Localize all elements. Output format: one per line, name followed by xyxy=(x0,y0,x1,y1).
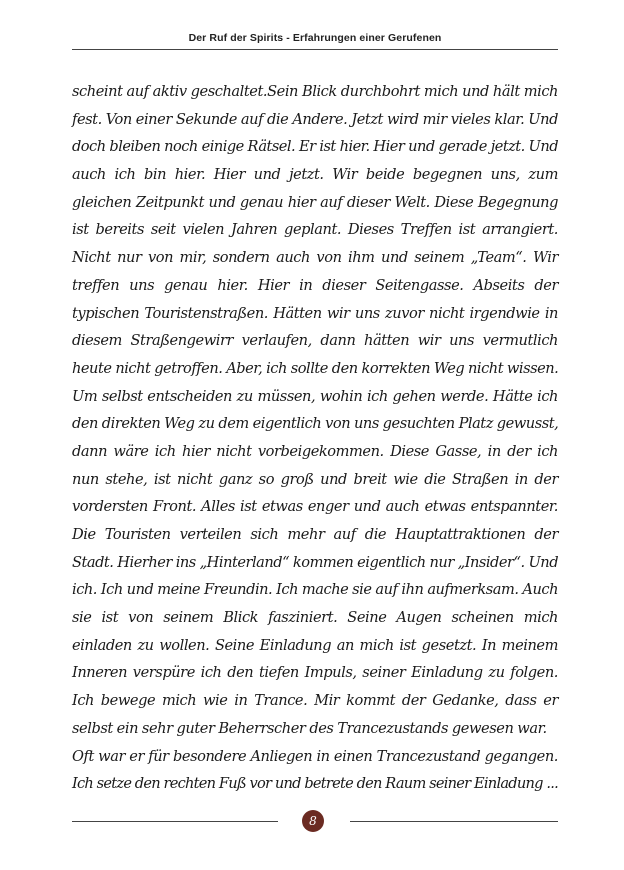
text-line: nun stehe, ist nicht ganz so groß und breit wie die Straßen in der xyxy=(72,470,558,488)
text-line: Oft war er für besondere Anliegen in einen Trancezustand gegangen. xyxy=(72,747,558,765)
running-header: Der Ruf der Spirits - Erfahrungen einer Gerufenen xyxy=(188,32,442,44)
text-line: Ich setze den rechten Fuß vor und betrete den Raum seiner Einladung ... xyxy=(72,775,558,793)
text-line: sie ist von seinem Blick fasziniert. Seine Augen scheinen mich xyxy=(72,609,558,627)
page-number-badge: 8 xyxy=(302,810,324,832)
footer-divider-left xyxy=(72,821,278,822)
text-line: Um selbst entscheiden zu müssen, wohin ich gehen werde. Hätte ich xyxy=(72,387,558,405)
text-line: einladen zu wollen. Seine Einladung an mich ist gesetzt. In meinem xyxy=(72,636,558,654)
body-text xyxy=(72,78,558,798)
footer-divider-right xyxy=(350,821,558,822)
text-line: diesem Straßengewirr verlaufen, dann hätten wir uns vermutlich xyxy=(72,332,558,350)
text-line: Die Touristen verteilen sich mehr auf die Hauptattraktionen der xyxy=(72,526,558,543)
text-line: ich. Ich und meine Freundin. Ich mache sie auf ihn aufmerksam. Auch xyxy=(72,581,558,599)
text-line: scheint auf aktiv geschaltet.Sein Blick durchbohrt mich und hält mich xyxy=(72,83,558,100)
header-divider xyxy=(72,49,558,50)
text-line: doch bleiben noch einige Rätsel. Er ist hier. Hier und gerade jetzt. Und xyxy=(72,138,558,156)
text-line: dann wäre ich hier nicht vorbeigekommen. Diese Gasse, in der ich xyxy=(72,442,558,460)
text-line: heute nicht getroffen. Aber, ich sollte den korrekten Weg nicht wissen. xyxy=(72,359,559,377)
text-line: selbst ein sehr guter Beherrscher des Trancezustands gewesen war. xyxy=(72,719,547,737)
text-line: treffen uns genau hier. Hier in dieser Seitengasse. Abseits der xyxy=(72,276,558,294)
text-line: den direkten Weg zu dem eigentlich von uns gesuchten Platz gewusst, xyxy=(72,415,559,433)
text-line: auch ich bin hier. Hier und jetzt. Wir beide begegnen uns, zum xyxy=(72,166,558,184)
text-line: ist bereits seit vielen Jahren geplant. Dieses Treffen ist arrangiert. xyxy=(72,221,558,239)
text-line: Inneren verspüre ich den tiefen Impuls, seiner Einladung zu folgen. xyxy=(72,664,558,682)
text-line: vordersten Front. Alles ist etwas enger und auch etwas entspannter. xyxy=(72,498,558,516)
text-line: Nicht nur von mir, sondern auch von ihm und seinem „Team“. Wir xyxy=(72,249,558,267)
text-line: typischen Touristenstraßen. Hätten wir uns zuvor nicht irgendwie in xyxy=(72,304,558,322)
text-line: Ich bewege mich wie in Trance. Mir kommt der Gedanke, dass er xyxy=(72,692,558,710)
text-line: gleichen Zeitpunkt und genau hier auf dieser Welt. Diese Begegnung xyxy=(72,193,558,211)
text-line: Stadt. Hierher ins „Hinterland“ kommen eigentlich nur „Insider“. Und xyxy=(72,553,559,571)
text-line: fest. Von einer Sekunde auf die Andere. Jetzt wird mir vieles klar. Und xyxy=(72,110,558,128)
